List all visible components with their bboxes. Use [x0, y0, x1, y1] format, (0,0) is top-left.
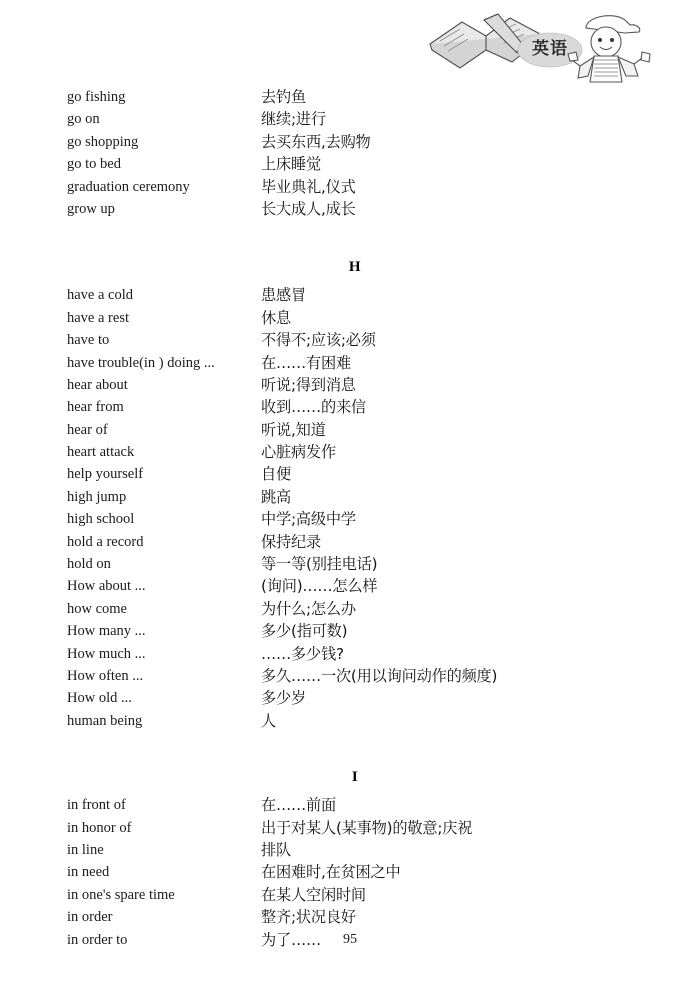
section-h [0, 256, 700, 732]
list-item [0, 643, 700, 665]
entry-gloss: 跳高 [261, 487, 291, 506]
entry-gloss: 休息 [261, 308, 291, 327]
entry-list-h [0, 284, 700, 732]
entry-gloss: 排队 [261, 840, 291, 859]
list-item [0, 198, 700, 220]
section-spacer [0, 732, 700, 766]
entry-gloss: (询问)……怎么样 [261, 577, 378, 596]
list-item [0, 396, 700, 418]
list-item [0, 620, 700, 642]
entry-term: hear from [67, 399, 124, 416]
entry-gloss: 在……有困难 [261, 353, 351, 372]
entry-term: graduation ceremony [67, 178, 190, 195]
list-item [0, 284, 700, 306]
entry-gloss: 继续;进行 [261, 110, 326, 129]
list-item [0, 307, 700, 329]
entry-term: high jump [67, 488, 127, 505]
list-item [0, 486, 700, 508]
list-item [0, 108, 700, 130]
list-item [0, 906, 700, 928]
entry-gloss: 人 [261, 711, 276, 730]
entry-term: grow up [67, 200, 115, 217]
entry-term: in line [67, 841, 104, 858]
entry-gloss: 为什么;怎么办 [261, 599, 356, 618]
entry-term: hold on [67, 556, 111, 573]
list-item [0, 884, 700, 906]
entry-term: in honor of [67, 819, 132, 836]
page-footer [0, 930, 700, 948]
list-item [0, 861, 700, 883]
entry-gloss: 去钓鱼 [261, 88, 306, 106]
entry-term: in front of [67, 797, 126, 814]
entry-gloss: 不得不;应该;必须 [261, 331, 376, 350]
section-i [0, 766, 700, 951]
header-illustration [420, 2, 655, 86]
entry-term: hear of [67, 421, 108, 438]
list-item [0, 598, 700, 620]
list-item [0, 176, 700, 198]
glossary-body [0, 86, 700, 951]
entry-gloss: 收到……的来信 [261, 398, 366, 417]
entry-term: how come [67, 600, 127, 617]
entry-term: How about ... [67, 578, 146, 595]
list-item [0, 575, 700, 597]
entry-term: have a cold [67, 287, 134, 304]
entry-term: have to [67, 332, 110, 349]
list-item [0, 687, 700, 709]
entry-gloss: 出于对某人(某事物)的敬意;庆祝 [261, 818, 473, 837]
entry-term: How much ... [67, 645, 146, 662]
list-item [0, 817, 700, 839]
entry-term: in order [67, 909, 113, 926]
entry-gloss: 在困难时,在贫困之中 [261, 863, 401, 882]
entry-term: heart attack [67, 444, 135, 461]
section-g-continued [0, 86, 700, 220]
entry-gloss: 患感冒 [261, 286, 306, 305]
entry-gloss: 整齐;状况良好 [261, 908, 356, 927]
entry-gloss: 长大成人,成长 [261, 199, 356, 218]
entry-term: How old ... [67, 690, 132, 707]
entry-gloss: 多久……一次(用以询问动作的频度) [261, 666, 498, 685]
list-item [0, 86, 700, 108]
entry-term: help yourself [67, 466, 144, 483]
entry-term: in order to [67, 931, 128, 948]
list-item [0, 531, 700, 553]
list-item [0, 508, 700, 530]
list-item [0, 153, 700, 175]
entry-gloss: 保持纪录 [261, 532, 321, 551]
list-item [0, 463, 700, 485]
entry-term: How many ... [67, 623, 146, 640]
entry-gloss: 心脏病发作 [261, 443, 336, 462]
entry-gloss: 上床睡觉 [261, 155, 321, 174]
list-item [0, 710, 700, 732]
section-spacer [0, 220, 700, 256]
entry-term: in need [67, 864, 110, 881]
page-number: 95 [343, 932, 357, 947]
entry-gloss: 多少岁 [261, 689, 306, 708]
list-item [0, 553, 700, 575]
list-item [0, 419, 700, 441]
entry-term: go shopping [67, 133, 139, 150]
entry-list-i [0, 794, 700, 951]
entry-gloss: 多少(指可数) [261, 622, 348, 641]
entry-gloss: 去买东西,去购物 [261, 132, 371, 151]
entry-term: hold a record [67, 533, 144, 550]
entry-term: go fishing [67, 89, 126, 105]
list-item [0, 441, 700, 463]
badge-label: 英语 [532, 39, 568, 59]
entry-gloss: 听说,知道 [261, 420, 326, 439]
entry-term: have trouble(in ) doing ... [67, 354, 215, 371]
section-letter-heading: I [351, 769, 359, 786]
entry-term: human being [67, 712, 143, 729]
entry-gloss: 毕业典礼,仪式 [261, 177, 356, 196]
list-item [0, 374, 700, 396]
entry-term: go on [67, 111, 100, 128]
entry-gloss: ……多少钱? [261, 644, 344, 663]
list-item [0, 794, 700, 816]
page-header [0, 0, 700, 88]
entry-gloss: 听说;得到消息 [261, 375, 356, 394]
list-item [0, 665, 700, 687]
entry-term: hear about [67, 376, 128, 393]
list-item [0, 839, 700, 861]
entry-term: high school [67, 511, 135, 528]
entry-term: in one's spare time [67, 886, 175, 903]
list-item [0, 352, 700, 374]
entry-gloss: 中学;高级中学 [261, 510, 356, 529]
list-item [0, 131, 700, 153]
entry-list-g [0, 86, 700, 220]
entry-gloss: 等一等(别挂电话) [261, 555, 378, 574]
list-item [0, 329, 700, 351]
section-letter-heading: H [348, 259, 362, 276]
entry-gloss: 自便 [261, 465, 291, 484]
entry-term: go to bed [67, 156, 121, 173]
entry-term: How often ... [67, 667, 144, 684]
entry-gloss: 为了…… [261, 930, 321, 949]
entry-gloss: 在某人空闲时间 [261, 885, 366, 904]
entry-gloss: 在……前面 [261, 796, 336, 815]
entry-term: have a rest [67, 309, 129, 326]
